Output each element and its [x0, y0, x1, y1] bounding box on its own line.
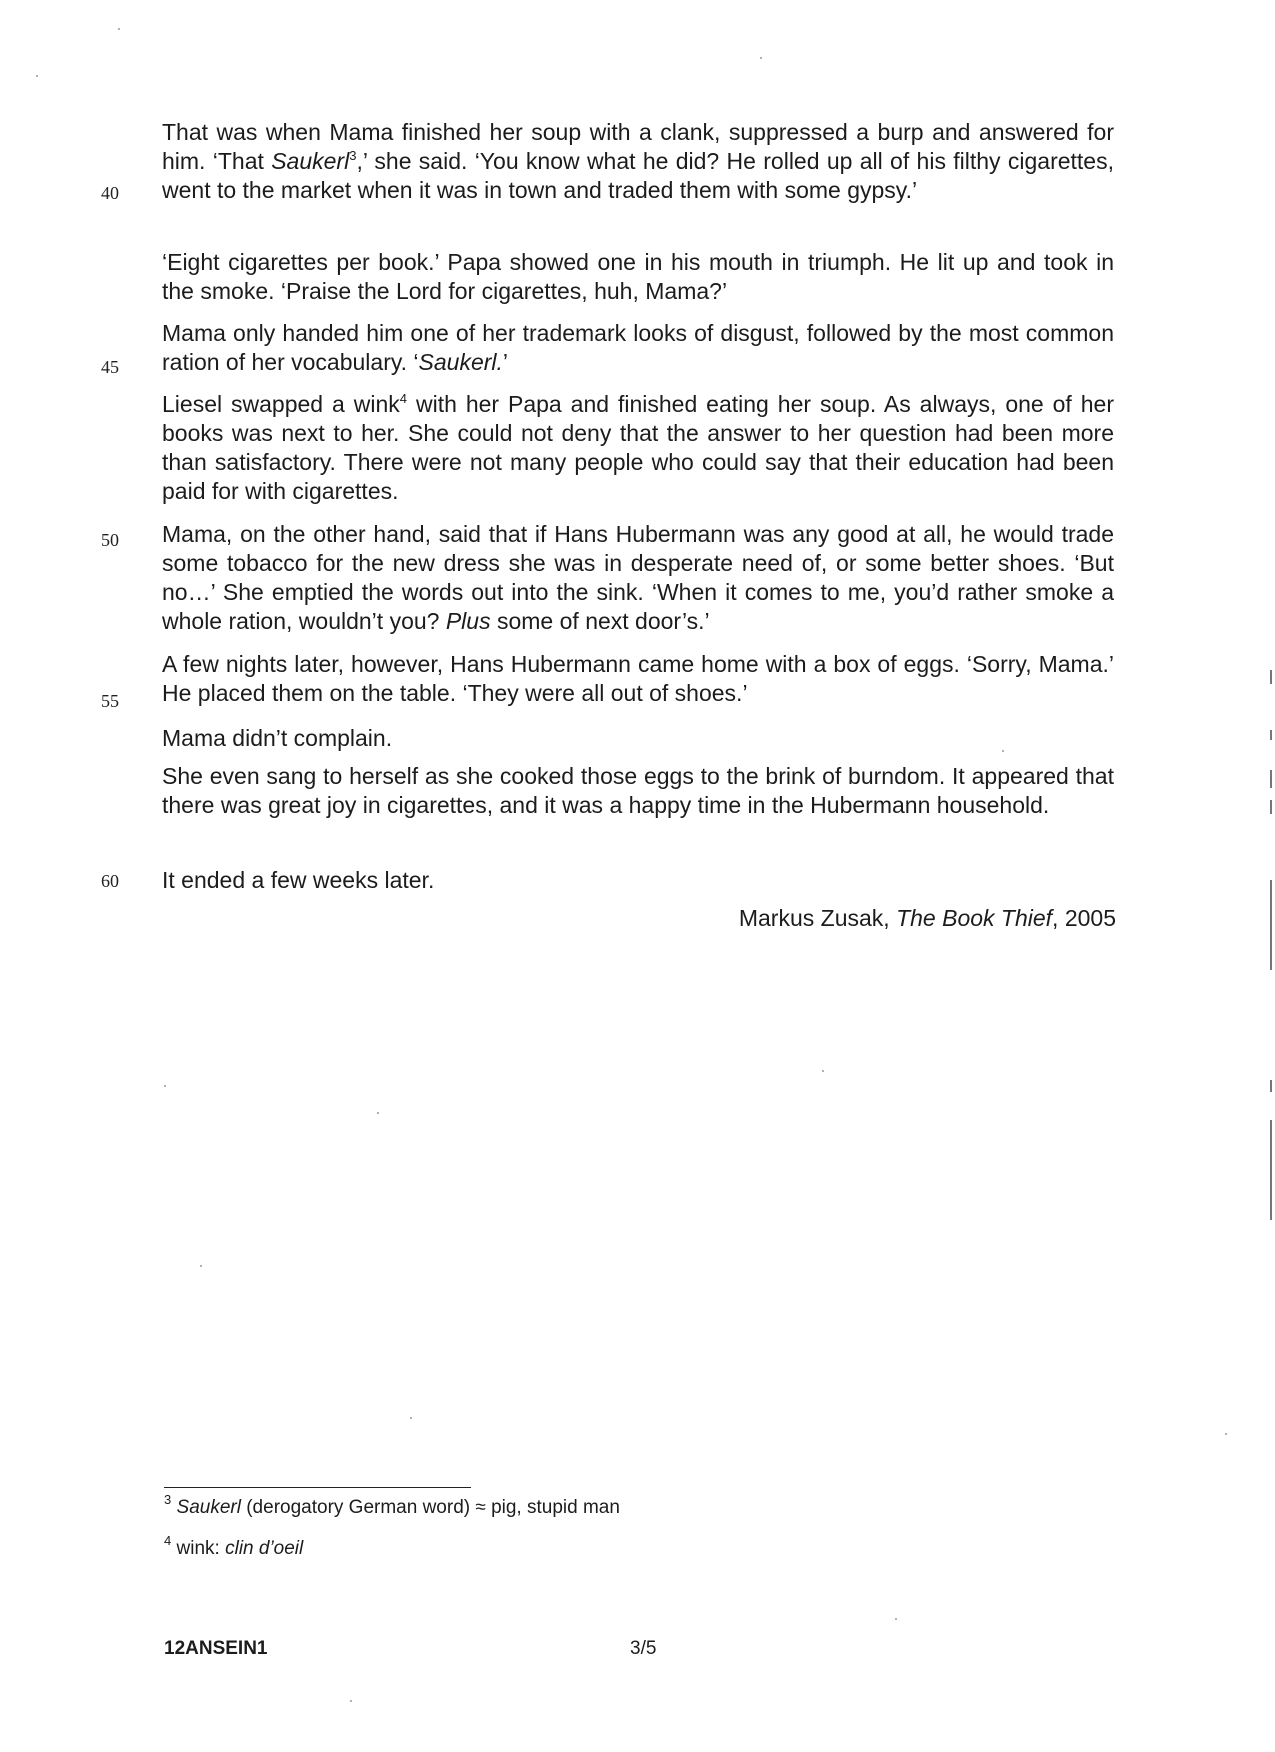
source-attribution	[739, 905, 1116, 932]
paragraph-5	[162, 520, 1114, 636]
scan-edge-mark	[1270, 730, 1272, 740]
paragraph-2	[162, 248, 1114, 306]
text-run: Mama only handed him one of her trademark looks of disgust, followed by the most common ration of her vocabulary. ‘	[162, 320, 1114, 375]
text-run: ‘Eight cigarettes per book.’ Papa showed one in his mouth in triumph. He lit up and took in the smoke. ‘Praise the Lord for cigarettes, huh, Mama?’	[162, 249, 1114, 304]
scan-speck	[760, 57, 762, 59]
text-run: Mama, on the other hand, said that if Hans Hubermann was any good at all, he would trade some tobacco for the new dress she was in desperate need of, or some better shoes. ‘But no…’ She emptied the words out into the sink. ‘When it comes to me, you’d rather smoke a whole ration, wouldn’t you?	[162, 521, 1114, 634]
footnote-separator	[164, 1487, 471, 1488]
scan-speck	[164, 1085, 166, 1087]
footnote-4	[164, 1533, 304, 1560]
scan-speck	[410, 1417, 412, 1419]
scan-edge-mark	[1270, 670, 1272, 684]
exam-code: 12ANSEIN1	[164, 1638, 268, 1659]
attribution-author: Markus Zusak,	[738, 905, 897, 931]
line-number-60: 60	[101, 871, 119, 891]
text-run: That was when Mama finished her soup with a clank, suppressed a burp and answered for him. ‘That	[162, 119, 1114, 174]
text-run: with her Papa and finished eating her soup. As always, one of her books was next to her. She could not deny that the answer to her question had been more than satisfactory. There were not many people who could say that their education had been paid for with cigarettes.	[162, 391, 1114, 504]
footnote-4-text: wink:	[171, 1538, 226, 1559]
paragraph-7	[162, 724, 1114, 753]
line-number-45: 45	[101, 357, 119, 377]
scan-speck	[1225, 1433, 1227, 1435]
footnote-4-translation: clin d’oeil	[225, 1538, 304, 1559]
footnote-ref: 3	[349, 148, 357, 163]
scan-speck	[350, 1700, 352, 1702]
footnote-4-number: 4	[164, 1533, 172, 1548]
scan-edge-mark	[1270, 770, 1272, 788]
text-run: It ended a few weeks later.	[162, 867, 435, 893]
text-run: She even sang to herself as she cooked those eggs to the brink of burndom. It appeared that there was great joy in cigarettes, and it was a happy time in the Hubermann household.	[162, 763, 1114, 818]
footnote-3-number: 3	[164, 1492, 172, 1507]
text-run: A few nights later, however, Hans Hubermann came home with a box of eggs. ‘Sorry, Mama.’ He placed them on the table. ‘They were all out of shoes.’	[162, 651, 1114, 706]
italic-text: Saukerl	[271, 148, 350, 174]
paragraph-4	[162, 390, 1114, 506]
scan-edge-mark	[1270, 880, 1272, 970]
footnote-ref: 4	[399, 391, 408, 406]
scan-speck	[200, 1265, 202, 1267]
text-run: some of next door’s.’	[490, 608, 710, 634]
attribution-year: , 2005	[1052, 905, 1116, 931]
paragraph-8	[162, 762, 1114, 820]
text-run: Liesel swapped a wink	[162, 391, 400, 417]
scan-edge-mark	[1270, 800, 1272, 814]
italic-text: Saukerl.	[418, 349, 503, 375]
scan-speck	[1002, 750, 1004, 752]
paragraph-9	[162, 866, 1114, 895]
paragraph-6	[162, 650, 1114, 708]
paragraph-1	[162, 118, 1114, 205]
paragraph-3	[162, 319, 1114, 377]
text-run: ,’ she said. ‘You know what he did? He rolled up all of his filthy cigarettes, went to the market when it was in town and traded them with some gypsy.’	[162, 148, 1114, 203]
footnote-3	[164, 1492, 620, 1519]
italic-text: Plus	[445, 608, 491, 634]
line-number-50: 50	[101, 530, 119, 550]
footnote-3-text: (derogatory German word) ≈ pig, stupid man	[240, 1497, 620, 1518]
text-run: Mama didn’t complain.	[162, 725, 393, 751]
footnote-3-term-suffix: l	[236, 1497, 241, 1518]
scan-edge-mark	[1270, 1080, 1272, 1092]
scan-edge-mark	[1270, 1120, 1272, 1220]
page-number: 3/5	[630, 1638, 657, 1659]
scan-speck	[118, 28, 120, 30]
scan-speck	[895, 1618, 897, 1620]
footnote-3-term: Sauker	[176, 1497, 237, 1518]
line-number-55: 55	[101, 691, 119, 711]
scan-speck	[377, 1112, 379, 1114]
text-run: ’	[502, 349, 509, 375]
scan-speck	[822, 1070, 824, 1072]
line-number-40: 40	[101, 183, 119, 203]
attribution-title: The Book Thief	[896, 905, 1053, 931]
scan-speck	[36, 75, 38, 77]
